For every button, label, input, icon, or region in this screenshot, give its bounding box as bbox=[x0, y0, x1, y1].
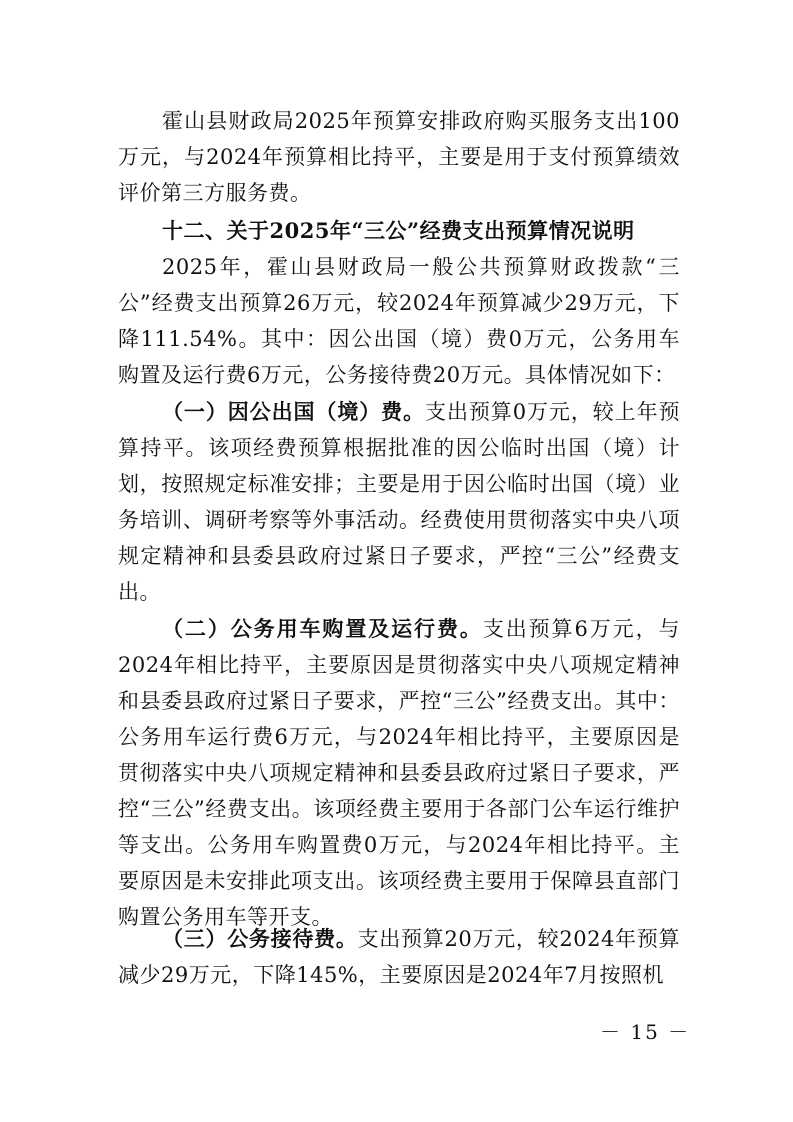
paragraph-official-vehicles-text: 支出预算6万元，与2024年相比持平，主要原因是贯彻落实中央八项规定精神和县委县政府过紧日子要求，严控“三公”经费支出。其中：公务用车运行费6万元，与2024年相比持平，主要原因是贯彻落实中央八项规定精神和县委县政府过紧日子要求，严控“三公”经费支出。该项经费主要用于各部门公车运行维护等支出。公务用车购置费0万元，与2024年相比持平。主要原因是未安排此项支出。该项经费主要用于保障县直部门购置公务用车等开支。 bbox=[118, 617, 680, 929]
paragraph-official-reception-text: 支出预算20万元，较2024年预算减少29万元，下降145%，主要原因是2024年7月按照机 bbox=[118, 927, 681, 987]
paragraph-three-public-summary: 2025年，霍山县财政局一般公共预算财政拨款“三公”经费支出预算26万元，较2024年预算减少29万元，下降111.54%。其中：因公出国（境）费0万元，公务用车购置及运行费6万元，公务接待费20万元。具体情况如下： bbox=[118, 255, 680, 387]
paragraph-overseas-travel bbox=[118, 394, 680, 610]
subheading-official-reception: （三）公务接待费。 bbox=[162, 926, 358, 951]
subheading-official-vehicles: （二）公务用车购置及运行费。 bbox=[162, 616, 483, 641]
paragraph-overseas-travel-text: 支出预算0万元，较上年预算持平。该项经费预算根据批准的因公临时出国（境）计划，按照规定标准安排；主要是用于因公临时出国（境）业务培训、调研考察等外事活动。经费使用贯彻落实中央八项规定精神和县委县政府过紧日子要求，严控“三公”经费支出。 bbox=[118, 400, 680, 604]
paragraph-official-vehicles bbox=[118, 611, 680, 935]
page-number: － 15 － bbox=[600, 1020, 691, 1044]
paragraph-purchase-services: 霍山县财政局2025年预算安排政府购买服务支出100万元，与2024年预算相比持平，主要是用于支付预算绩效评价第三方服务费。 bbox=[118, 109, 680, 205]
subheading-overseas-travel: （一）因公出国（境）费。 bbox=[162, 399, 426, 424]
section-heading-three-public: 十二、关于2025年“三公”经费支出预算情况说明 bbox=[162, 218, 635, 243]
paragraph-official-reception bbox=[118, 921, 680, 993]
